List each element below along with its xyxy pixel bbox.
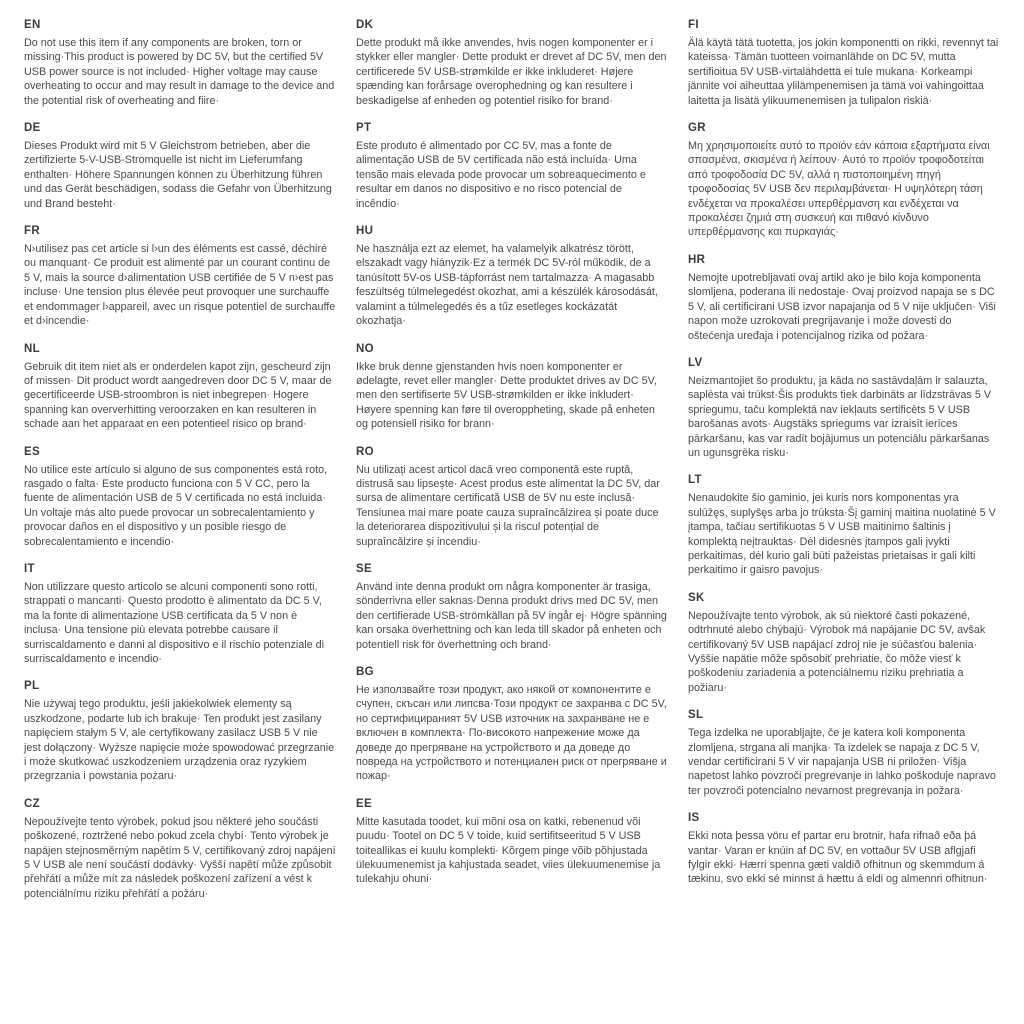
lang-text-pl: Nie używaj tego produktu, jeśli jakiekolwiek elementy są uszkodzone, podarte lub ich brakuje· Ten produkt jest zasilany napięciem stałym 5 V, ale certyfikowany zasilacz USB 5 V nie jest dołączony· Wyższe napięcie może spowodować przegrzanie i może skutkować uszkodzeniem urządzenia oraz ryzykiem przegrzania i powstania pożaru· <box>24 698 335 783</box>
lang-code-it: IT <box>24 562 35 575</box>
lang-text-is: Ekki nota þessa vöru ef partar eru brotnir, hafa rifnað eða þá vantar· Varan er knúin af DC 5V, en vottaður 5V USB aflgjafi fylgir ekki· Hærri spenna gæti valdið ofhitnun og skemmdum á tækinu, svo ekki sé minnst á hættu á eldi og almennri ofhitnun· <box>688 830 988 886</box>
lang-code-hu: HU <box>356 225 374 238</box>
lang-section-hu <box>356 224 668 328</box>
lang-code-bg: BG <box>356 666 374 678</box>
lang-section-sl <box>688 708 1000 798</box>
lang-text-de: Dieses Produkt wird mit 5 V Gleichstrom betrieben, aber die zertifizierte 5-V-USB-Stromquelle ist nicht im Lieferumfang enthalten· Höhere Spannungen können zu Überhitzung führen und das Gerät beschädigen, sodass die Gefahr von Überhitzung und Brand besteht· <box>24 140 332 210</box>
lang-section-nl <box>24 342 336 432</box>
lang-code-fi: FI <box>688 19 699 31</box>
lang-text-lv: Neizmantojiet šo produktu, ja kāda no sastāvdaļām ir salauzta, saplēsta vai trūkst·Šis produkts tiek darbināts ar līdzstrāvas 5 V spriegumu, taču komplektā nav iekļauts sertificēts 5 V USB barošanas avots· Augstāks spriegums var izraisīt ierīces pārkaršanu, kas var radīt bojājumus un potenciālu pārkaršanas un ugunsgrēka risku· <box>688 374 992 459</box>
lang-text-hu: Ne használja ezt az elemet, ha valamelyik alkatrész törött, elszakadt vagy hiányzik·Ez a termék DC 5V-ról működik, de a tanúsított 5V-os USB-tápforrást nem tartalmazza· A magasabb feszültség túlmelegedést okozhat, ami a készülék károsodását, valamint a túlmelegedés és a tűz esetleges kockázatát okozhatja· <box>356 243 658 328</box>
lang-section-bg <box>356 665 668 784</box>
lang-section-dk <box>356 18 668 108</box>
lang-section-en <box>24 18 336 108</box>
lang-code-is: IS <box>688 812 700 825</box>
lang-text-no: Ikke bruk denne gjenstanden hvis noen komponenter er ødelagte, revet eller mangler· Dette produktet drives av DC 5V, men den sertifiserte 5V USB-strømkilden er ikke inkludert· Høyere spenning kan føre til overoppheting, skade på enheten og potensiell risiko for brann· <box>356 360 657 431</box>
lang-code-en: EN <box>24 19 41 31</box>
lang-section-es <box>24 445 336 549</box>
lang-code-no: NO <box>356 342 374 355</box>
lang-section-sk <box>688 591 1000 695</box>
lang-text-hr: Nemojte upotrebljavati ovaj artikl ako je bilo koja komponenta slomljena, poderana ili nedostaje· Ovaj proizvod napaja se s DC 5 V, ali certificirani USB izvor napajanja od 5 V nije uključen· Viši napon može uzrokovati pregrijavanje i može dovesti do oštećenja uređaja i potencijalnog rizika od požara· <box>688 271 996 342</box>
lang-text-ee: Mitte kasutada toodet, kui mõni osa on katki, rebenenud või puudu· Tootel on DC 5 V toide, kuid sertifitseeritud 5 V USB toiteallikas ei kuulu komplekti· Kõrgem pinge võib põhjustada ülekuumenemist ja kahjustada seadet, viies ülekuumenemise ja tulekahju ohuni· <box>356 815 661 886</box>
lang-section-no <box>356 342 668 432</box>
column-1 <box>24 18 336 914</box>
lang-code-pl: PL <box>24 680 40 693</box>
lang-code-es: ES <box>24 445 40 458</box>
lang-text-es: No utilice este artículo si alguno de sus componentes está roto, rasgado o falta· Este producto funciona con 5 V CC, pero la fuente de alimentación USB de 5 V certificada no está incluida· Un voltaje más alto puede provocar un sobrecalentamiento y provocar daños en el dispositivo y un posible riesgo de sobrecalentamiento e incendio· <box>24 463 328 548</box>
lang-text-it: Non utilizzare questo articolo se alcuni componenti sono rotti, strappati o mancanti· Questo prodotto è alimentato da DC 5 V, ma la fonte di alimentazione USB certificata da 5 V non è inclusa· Una tensione più elevata potrebbe causare il surriscaldamento e danni al dispositivo e il rischio potenziale di surriscaldamento e incendio· <box>24 580 325 665</box>
lang-text-ro: Nu utilizați acest articol dacă vreo componentă este ruptă, distrusă sau lipsește· Acest produs este alimentat la DC 5V, dar sursa de alimentare certificată USB de 5V nu este inclusă· Tensiunea mai mare poate cauza supraîncălzirea și poate duce la deteriorarea dispozitivului și la riscul potențial de supraîncălzire și incendiu· <box>356 463 660 548</box>
lang-text-nl: Gebruik dit item niet als er onderdelen kapot zijn, gescheurd zijn of missen· Dit product wordt aangedreven door DC 5 V, maar de gecertificeerde USB-stroombron is niet inbegrepen· Hogere spanning kan oververhitting veroorzaken en kan resulteren in schade aan het apparaat en een potentieel risico op brand· <box>24 360 332 431</box>
lang-code-nl: NL <box>24 342 40 355</box>
lang-text-se: Använd inte denna produkt om några komponenter är trasiga, sönderrivna eller saknas·Denna produkt drivs med DC 5V, men den certifierade USB-strömkällan på 5V ingår ej· Högre spänning kan orsaka överhettning och kan leda till skador på enheten och potentiell risk för överhettning och brand· <box>356 580 667 651</box>
lang-code-pt: PT <box>356 122 372 135</box>
lang-section-is <box>688 811 1000 887</box>
lang-section-lv <box>688 356 1000 460</box>
lang-code-fr: FR <box>24 225 40 238</box>
lang-section-gr <box>688 121 1000 240</box>
lang-section-ee <box>356 797 668 887</box>
lang-section-fi <box>688 18 1000 108</box>
lang-text-pt: Este produto é alimentado por CC 5V, mas a fonte de alimentação USB de 5V certificada não está incluída· Uma tensão mais elevada pode provocar um sobreaquecimento e resultar em danos no dispositivo e no risco potencial de incêndio· <box>356 140 646 210</box>
lang-text-cz: Nepoužívejte tento výrobek, pokud jsou některé jeho součásti poškozené, roztržené nebo pokud zcela chybí· Tento výrobek je napájen stejnosměrným napětím 5 V, certifikovaný zdroj napájení 5 V USB ale není součástí dodávky· Vyšší napětí může způsobit přehřátí a může mít za následek poškození zařízení a vést k potenciálnímu riziku přehřátí a požáru· <box>24 815 336 900</box>
lang-code-de: DE <box>24 122 41 135</box>
lang-section-pt <box>356 121 668 211</box>
lang-text-sk: Nepoužívajte tento výrobok, ak sú niektoré časti pokazené, odtrhnuté alebo chýbajú· Výrobok má napájanie DC 5V, avšak certifikovaný 5V USB napájací zdroj nie je súčasťou balenia· Vyššie napätie môže spôsobiť prehriatie, čo môže viesť k poškodeniu zariadenia a potenciálnemu riziku prehriatia a požiaru· <box>688 609 986 694</box>
lang-code-gr: GR <box>688 122 706 135</box>
lang-text-lt: Nenaudokite šio gaminio, jei kuris nors komponentas yra sulūžęs, suplyšęs arba jo trūksta·Šį gaminį maitina nuolatinė 5 V įtampa, tačiau sertifikuotas 5 V USB maitinimo šaltinis į komplektą neįtrauktas· Dėl didesnės įtampos gali įvykti perkaitimas, dėl kurio gali būti pažeistas prietaisas ir gali kilti perkaitimo ir gaisro pavojus· <box>688 492 996 577</box>
column-3 <box>688 18 1000 914</box>
lang-section-fr <box>24 224 336 328</box>
lang-text-gr: Μη χρησιμοποιείτε αυτό το προϊόν εάν κάποια εξαρτήματα είναι σπασμένα, σκισμένα ή λείπουν· Αυτό το προϊόν τροφοδοτείται από τροφοδοσία DC 5V, αλλά η πιστοποιημένη πηγή τροφοδοσίας 5V USB δεν περιλαμβάνεται· Η υψηλότερη τάση ενδέχεται να προκαλέσει υπερθέρμανση και ενδέχεται να προκαλέσει ζημιά στη συσκευή και πιθανό κίνδυνο υπερθέρμανσης και πυρκαγιάς· <box>688 140 990 239</box>
lang-code-ee: EE <box>356 797 372 810</box>
lang-section-cz <box>24 797 336 901</box>
lang-section-hr <box>688 253 1000 343</box>
lang-text-fi: Älä käytä tätä tuotetta, jos jokin komponentti on rikki, revennyt tai kateissa· Tämän tuotteen voimanlähde on DC 5V, mutta sertifioitua 5V USB-virtalähdettä ei tule mukana· Korkeampi jännite voi aiheuttaa ylilämpenemisen ja tämä voi vahingoittaa laitetta ja lisätä ylikuumenemisen ja tulipalon riskiä· <box>688 37 999 107</box>
lang-text-en: Do not use this item if any components are broken, torn or missing·This product is powered by DC 5V, but the certified 5V USB power source is not included· Higher voltage may cause overheating to occur and may result in damage to the device and the potential risk of overheating and fiire· <box>24 37 335 107</box>
lang-section-se <box>356 562 668 652</box>
column-2 <box>356 18 668 914</box>
lang-text-fr: N›utilisez pas cet article si l›un des éléments est cassé, déchiré ou manquant· Ce produit est alimenté par un courant continu de 5 V, mais la source d›alimentation USB certifiée de 5 V n›est pas incluse· Une tension plus élevée peut provoquer une surchauffe et endommager l›appareil, avec un risque potentiel de surchauffe et d›incendie· <box>24 243 336 328</box>
lang-code-hr: HR <box>688 253 706 266</box>
lang-text-sl: Tega izdelka ne uporabljajte, če je katera koli komponenta zlomljena, strgana ali manjka· Ta izdelek se napaja z DC 5 V, vendar certificirani 5 V vir napajanja USB ni priložen· Višja napetost lahko povzroči pregrevanje in lahko poškoduje napravo ter povzroči potencialno nevarnost pregrevanja in požara· <box>688 727 996 797</box>
lang-section-lt <box>688 473 1000 577</box>
lang-code-lv: LV <box>688 356 703 369</box>
lang-section-pl <box>24 679 336 783</box>
lang-text-bg: Не използвайте този продукт, ако някой от компонентите е счупен, скъсан или липсва·Този продукт се захранва с DC 5V, но сертифицираният 5V USB източник на захранване не е включен в комплекта· По-високото напрежение може да доведе до прегряване на устройството и да доведе до повреда на устройството и потенциален риск от прегряване и пожар· <box>356 684 667 783</box>
lang-section-de <box>24 121 336 211</box>
lang-code-cz: CZ <box>24 797 40 810</box>
lang-code-sl: SL <box>688 709 704 722</box>
lang-code-sk: SK <box>688 591 705 604</box>
lang-code-lt: LT <box>688 474 702 487</box>
lang-section-it <box>24 562 336 666</box>
lang-text-dk: Dette produkt må ikke anvendes, hvis nogen komponenter er i stykker eller mangler· Dette produkt er drevet af DC 5V, men den certificerede 5V USB-strømkilde er ikke inkluderet· Højere spænding kan forårsage overophedning og kan resultere i beskadigelse af enheden og potentiel risiko for brand· <box>356 37 667 107</box>
lang-code-ro: RO <box>356 445 374 458</box>
lang-code-dk: DK <box>356 19 374 31</box>
lang-section-ro <box>356 445 668 549</box>
lang-code-se: SE <box>356 562 372 575</box>
